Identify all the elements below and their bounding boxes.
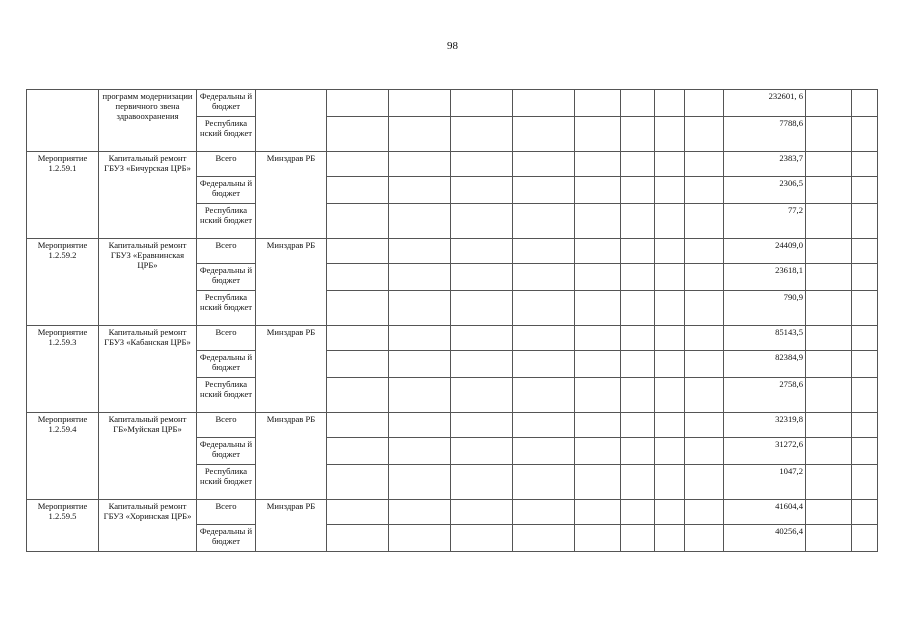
empty-cell — [575, 177, 621, 204]
amount-cell: 85143,5 — [724, 326, 806, 351]
empty-cell — [621, 291, 655, 326]
empty-cell — [852, 152, 878, 177]
empty-cell — [513, 378, 575, 413]
measure-name-cell: Капитальный ремонт ГБУЗ «Бичурская ЦРБ» — [99, 152, 197, 239]
empty-cell — [327, 413, 389, 438]
source-cell: Всего — [197, 239, 256, 264]
empty-cell — [327, 525, 389, 552]
empty-cell — [575, 500, 621, 525]
empty-cell — [389, 465, 451, 500]
executor-cell: Минздрав РБ — [256, 500, 327, 552]
empty-cell — [806, 413, 852, 438]
empty-cell — [451, 438, 513, 465]
executor-cell: Минздрав РБ — [256, 152, 327, 239]
empty-cell — [852, 177, 878, 204]
empty-cell — [852, 413, 878, 438]
empty-cell — [806, 90, 852, 117]
amount-cell: 2758,6 — [724, 378, 806, 413]
empty-cell — [389, 239, 451, 264]
empty-cell — [806, 117, 852, 152]
empty-cell — [621, 264, 655, 291]
amount-cell: 232601, 6 — [724, 90, 806, 117]
empty-cell — [806, 264, 852, 291]
empty-cell — [655, 351, 685, 378]
empty-cell — [389, 177, 451, 204]
executor-cell: Минздрав РБ — [256, 239, 327, 326]
empty-cell — [655, 438, 685, 465]
empty-cell — [852, 465, 878, 500]
empty-cell — [513, 500, 575, 525]
empty-cell — [655, 152, 685, 177]
empty-cell — [513, 525, 575, 552]
empty-cell — [621, 204, 655, 239]
empty-cell — [806, 204, 852, 239]
empty-cell — [513, 239, 575, 264]
empty-cell — [575, 413, 621, 438]
empty-cell — [685, 413, 724, 438]
table-row — [27, 500, 878, 525]
amount-cell: 24409,0 — [724, 239, 806, 264]
empty-cell — [685, 90, 724, 117]
empty-cell — [685, 326, 724, 351]
empty-cell — [451, 291, 513, 326]
empty-cell — [806, 291, 852, 326]
source-cell: Всего — [197, 413, 256, 438]
table-row — [27, 90, 878, 117]
empty-cell — [806, 525, 852, 552]
empty-cell — [655, 413, 685, 438]
empty-cell — [575, 291, 621, 326]
empty-cell — [575, 465, 621, 500]
empty-cell — [621, 413, 655, 438]
empty-cell — [389, 326, 451, 351]
empty-cell — [621, 177, 655, 204]
empty-cell — [389, 117, 451, 152]
empty-cell — [575, 378, 621, 413]
source-cell: Федеральны й бюджет — [197, 351, 256, 378]
empty-cell — [451, 378, 513, 413]
empty-cell — [655, 204, 685, 239]
empty-cell — [513, 264, 575, 291]
empty-cell — [806, 177, 852, 204]
measure-name-cell: Капитальный ремонт ГБУЗ «Еравнинская ЦРБ» — [99, 239, 197, 326]
empty-cell — [655, 264, 685, 291]
empty-cell — [621, 500, 655, 525]
empty-cell — [655, 525, 685, 552]
source-cell: Республика нский бюджет — [197, 204, 256, 239]
empty-cell — [513, 90, 575, 117]
amount-cell: 2383,7 — [724, 152, 806, 177]
empty-cell — [852, 326, 878, 351]
empty-cell — [852, 117, 878, 152]
empty-cell — [451, 500, 513, 525]
measure-id-cell: Мероприятие 1.2.59.3 — [27, 326, 99, 413]
measure-id-cell: Мероприятие 1.2.59.1 — [27, 152, 99, 239]
budget-table — [26, 89, 878, 552]
empty-cell — [327, 500, 389, 525]
empty-cell — [451, 204, 513, 239]
empty-cell — [451, 413, 513, 438]
empty-cell — [327, 326, 389, 351]
empty-cell — [806, 351, 852, 378]
empty-cell — [451, 525, 513, 552]
empty-cell — [389, 413, 451, 438]
empty-cell — [621, 438, 655, 465]
empty-cell — [575, 152, 621, 177]
empty-cell — [621, 351, 655, 378]
empty-cell — [806, 378, 852, 413]
empty-cell — [621, 117, 655, 152]
empty-cell — [575, 204, 621, 239]
empty-cell — [852, 351, 878, 378]
empty-cell — [621, 378, 655, 413]
empty-cell — [451, 239, 513, 264]
empty-cell — [655, 500, 685, 525]
empty-cell — [575, 326, 621, 351]
empty-cell — [327, 152, 389, 177]
empty-cell — [655, 177, 685, 204]
source-cell: Федеральны й бюджет — [197, 177, 256, 204]
empty-cell — [655, 117, 685, 152]
amount-cell: 41604,4 — [724, 500, 806, 525]
amount-cell: 40256,4 — [724, 525, 806, 552]
empty-cell — [327, 264, 389, 291]
empty-cell — [621, 90, 655, 117]
empty-cell — [389, 438, 451, 465]
empty-cell — [327, 90, 389, 117]
source-cell: Всего — [197, 500, 256, 525]
empty-cell — [513, 326, 575, 351]
empty-cell — [327, 351, 389, 378]
measure-id-cell — [27, 90, 99, 152]
empty-cell — [621, 326, 655, 351]
empty-cell — [451, 117, 513, 152]
empty-cell — [685, 177, 724, 204]
empty-cell — [852, 239, 878, 264]
empty-cell — [327, 438, 389, 465]
empty-cell — [389, 525, 451, 552]
empty-cell — [806, 152, 852, 177]
source-cell: Федеральны й бюджет — [197, 90, 256, 117]
empty-cell — [621, 152, 655, 177]
empty-cell — [852, 438, 878, 465]
empty-cell — [327, 291, 389, 326]
empty-cell — [451, 152, 513, 177]
program-cell: программ модернизации первичного звена здравоохранения — [99, 90, 197, 152]
table-row — [27, 152, 878, 177]
source-cell: Федеральны й бюджет — [197, 438, 256, 465]
empty-cell — [852, 378, 878, 413]
empty-cell — [806, 465, 852, 500]
empty-cell — [513, 117, 575, 152]
source-cell: Республика нский бюджет — [197, 465, 256, 500]
empty-cell — [655, 291, 685, 326]
empty-cell — [451, 326, 513, 351]
empty-cell — [451, 351, 513, 378]
empty-cell — [513, 351, 575, 378]
empty-cell — [327, 465, 389, 500]
executor-cell: Минздрав РБ — [256, 413, 327, 500]
empty-cell — [513, 438, 575, 465]
empty-cell — [575, 239, 621, 264]
empty-cell — [451, 177, 513, 204]
empty-cell — [852, 264, 878, 291]
empty-cell — [513, 177, 575, 204]
empty-cell — [513, 465, 575, 500]
empty-cell — [685, 465, 724, 500]
empty-cell — [513, 291, 575, 326]
empty-cell — [575, 264, 621, 291]
source-cell: Федеральны й бюджет — [197, 264, 256, 291]
empty-cell — [389, 90, 451, 117]
empty-cell — [621, 465, 655, 500]
amount-cell: 7788,6 — [724, 117, 806, 152]
empty-cell — [327, 177, 389, 204]
empty-cell — [685, 204, 724, 239]
empty-cell — [389, 264, 451, 291]
empty-cell — [806, 239, 852, 264]
empty-cell — [685, 264, 724, 291]
empty-cell — [327, 117, 389, 152]
empty-cell — [389, 500, 451, 525]
amount-cell: 790,9 — [724, 291, 806, 326]
empty-cell — [451, 264, 513, 291]
empty-cell — [451, 90, 513, 117]
empty-cell — [575, 90, 621, 117]
empty-cell — [806, 326, 852, 351]
empty-cell — [852, 90, 878, 117]
measure-id-cell: Мероприятие 1.2.59.4 — [27, 413, 99, 500]
empty-cell — [685, 239, 724, 264]
empty-cell — [513, 413, 575, 438]
empty-cell — [575, 117, 621, 152]
amount-cell: 32319,8 — [724, 413, 806, 438]
empty-cell — [621, 525, 655, 552]
empty-cell — [575, 438, 621, 465]
empty-cell — [451, 465, 513, 500]
empty-cell — [513, 152, 575, 177]
source-cell: Республика нский бюджет — [197, 378, 256, 413]
table-body — [27, 90, 878, 552]
amount-cell: 2306,5 — [724, 177, 806, 204]
amount-cell: 1047,2 — [724, 465, 806, 500]
empty-cell — [685, 152, 724, 177]
empty-cell — [852, 500, 878, 525]
measure-id-cell: Мероприятие 1.2.59.5 — [27, 500, 99, 552]
amount-cell: 23618,1 — [724, 264, 806, 291]
table-row — [27, 413, 878, 438]
empty-cell — [655, 326, 685, 351]
measure-id-cell: Мероприятие 1.2.59.2 — [27, 239, 99, 326]
amount-cell: 82384,9 — [724, 351, 806, 378]
empty-cell — [389, 291, 451, 326]
executor-cell: Минздрав РБ — [256, 326, 327, 413]
measure-name-cell: Капитальный ремонт ГБ»Муйская ЦРБ» — [99, 413, 197, 500]
executor-cell — [256, 90, 327, 152]
amount-cell: 77,2 — [724, 204, 806, 239]
empty-cell — [685, 378, 724, 413]
empty-cell — [327, 239, 389, 264]
empty-cell — [327, 204, 389, 239]
empty-cell — [852, 291, 878, 326]
empty-cell — [852, 204, 878, 239]
empty-cell — [621, 239, 655, 264]
source-cell: Всего — [197, 152, 256, 177]
empty-cell — [575, 525, 621, 552]
source-cell: Республика нский бюджет — [197, 291, 256, 326]
empty-cell — [685, 351, 724, 378]
empty-cell — [389, 351, 451, 378]
measure-name-cell: Капитальный ремонт ГБУЗ «Кабанская ЦРБ» — [99, 326, 197, 413]
empty-cell — [575, 351, 621, 378]
source-cell: Федеральны й бюджет — [197, 525, 256, 552]
empty-cell — [655, 90, 685, 117]
amount-cell: 31272,6 — [724, 438, 806, 465]
empty-cell — [685, 291, 724, 326]
empty-cell — [806, 438, 852, 465]
empty-cell — [389, 378, 451, 413]
empty-cell — [685, 117, 724, 152]
source-cell: Республика нский бюджет — [197, 117, 256, 152]
empty-cell — [852, 525, 878, 552]
empty-cell — [685, 500, 724, 525]
empty-cell — [655, 465, 685, 500]
measure-name-cell: Капитальный ремонт ГБУЗ «Хоринская ЦРБ» — [99, 500, 197, 552]
empty-cell — [327, 378, 389, 413]
source-cell: Всего — [197, 326, 256, 351]
empty-cell — [389, 204, 451, 239]
empty-cell — [806, 500, 852, 525]
empty-cell — [655, 378, 685, 413]
table-row — [27, 239, 878, 264]
empty-cell — [655, 239, 685, 264]
empty-cell — [685, 438, 724, 465]
empty-cell — [513, 204, 575, 239]
page-number: 98 — [447, 40, 458, 52]
table-row — [27, 326, 878, 351]
empty-cell — [685, 525, 724, 552]
empty-cell — [389, 152, 451, 177]
